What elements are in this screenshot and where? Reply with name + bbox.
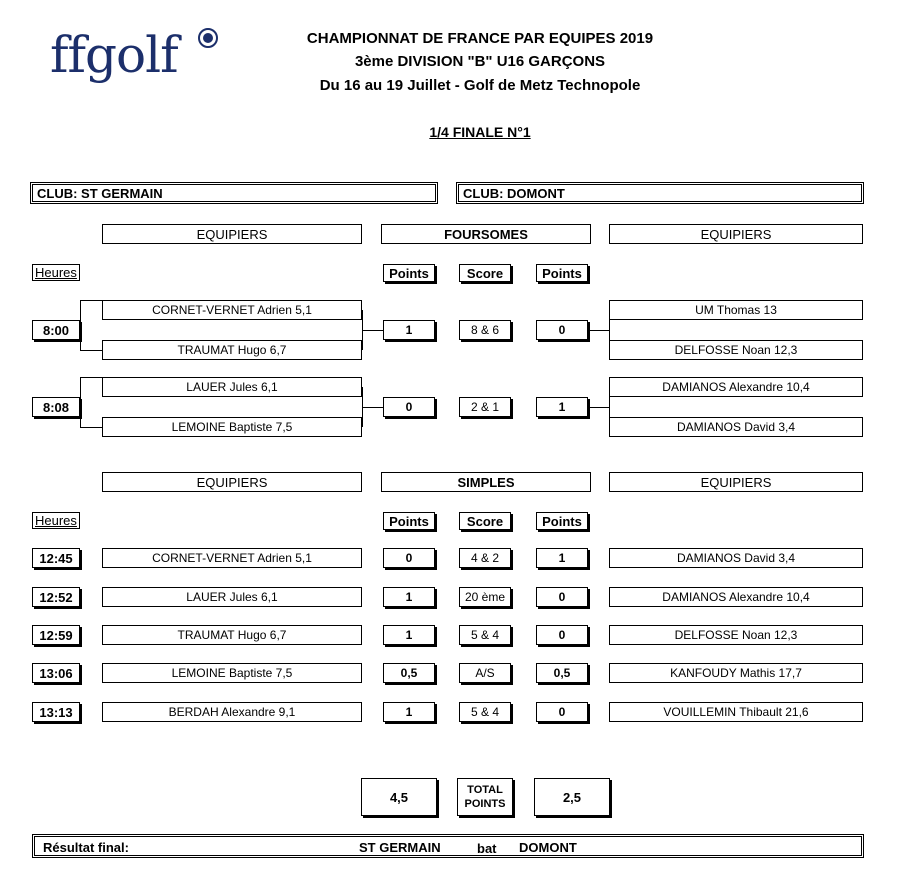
- total-points-label: [457, 778, 513, 816]
- right-points: 0: [536, 320, 588, 340]
- heures-label: Heures: [32, 264, 80, 281]
- title-line-2: 3ème DIVISION "B" U16 GARÇONS: [354, 53, 606, 70]
- match-time: 8:00: [32, 320, 80, 340]
- match-time: 13:13: [32, 702, 80, 722]
- player-right: VOUILLEMIN Thibault 21,6: [609, 702, 863, 722]
- title-line-3: Du 16 au 19 Juillet - Golf de Metz Technopole: [319, 77, 641, 94]
- player-right-1: DAMIANOS Alexandre 10,4: [609, 377, 863, 397]
- left-points: 0: [383, 548, 435, 568]
- match-score: 5 & 4: [459, 625, 511, 645]
- right-points: 0: [536, 625, 588, 645]
- heures-label: Heures: [32, 512, 80, 529]
- final-result-bar: [32, 834, 864, 858]
- match-score: 8 & 6: [459, 320, 511, 340]
- player-right: DAMIANOS Alexandre 10,4: [609, 587, 863, 607]
- right-points: 0: [536, 702, 588, 722]
- player-left-1: CORNET-VERNET Adrien 5,1: [102, 300, 362, 320]
- match-time: 12:59: [32, 625, 80, 645]
- points-right-header: Points: [536, 264, 588, 282]
- final-bat: bat: [477, 841, 497, 856]
- match-score: A/S: [459, 663, 511, 683]
- simples-header: SIMPLES: [381, 472, 591, 492]
- title-line-1: CHAMPIONNAT DE FRANCE PAR EQUIPES 2019: [306, 30, 654, 47]
- equipiers-left-header: EQUIPIERS: [102, 472, 362, 492]
- total-right: 2,5: [534, 778, 610, 816]
- player-left: CORNET-VERNET Adrien 5,1: [102, 548, 362, 568]
- left-points: 1: [383, 587, 435, 607]
- player-left: LEMOINE Baptiste 7,5: [102, 663, 362, 683]
- left-points: 1: [383, 702, 435, 722]
- equipiers-right-header: EQUIPIERS: [609, 472, 863, 492]
- round-title: 1/4 FINALE N°1: [429, 124, 531, 140]
- match-score: 2 & 1: [459, 397, 511, 417]
- equipiers-left-header: EQUIPIERS: [102, 224, 362, 244]
- player-left: LAUER Jules 6,1: [102, 587, 362, 607]
- match-score: 5 & 4: [459, 702, 511, 722]
- player-right: DELFOSSE Noan 12,3: [609, 625, 863, 645]
- total-left: 4,5: [361, 778, 437, 816]
- ffgolf-logo: ffgolf: [50, 26, 178, 84]
- player-left-2: TRAUMAT Hugo 6,7: [102, 340, 362, 360]
- player-left: TRAUMAT Hugo 6,7: [102, 625, 362, 645]
- foursomes-header: FOURSOMES: [381, 224, 591, 244]
- left-points: 1: [383, 320, 435, 340]
- final-winner: ST GERMAIN: [359, 840, 441, 855]
- player-right: KANFOUDY Mathis 17,7: [609, 663, 863, 683]
- player-left: BERDAH Alexandre 9,1: [102, 702, 362, 722]
- match-time: 12:45: [32, 548, 80, 568]
- player-right-2: DELFOSSE Noan 12,3: [609, 340, 863, 360]
- final-loser: DOMONT: [519, 840, 577, 855]
- right-points: 1: [536, 548, 588, 568]
- points-right-header: Points: [536, 512, 588, 530]
- player-left-2: LEMOINE Baptiste 7,5: [102, 417, 362, 437]
- match-time: 12:52: [32, 587, 80, 607]
- total-label-line2: POINTS: [464, 798, 506, 810]
- equipiers-right-header: EQUIPIERS: [609, 224, 863, 244]
- total-label-line1: TOTAL: [467, 784, 503, 796]
- player-right: DAMIANOS David 3,4: [609, 548, 863, 568]
- left-points: 1: [383, 625, 435, 645]
- score-header: Score: [459, 512, 511, 530]
- club-right: CLUB: DOMONT: [456, 182, 864, 204]
- right-points: 0,5: [536, 663, 588, 683]
- player-left-1: LAUER Jules 6,1: [102, 377, 362, 397]
- club-left: CLUB: ST GERMAIN: [30, 182, 438, 204]
- left-points: 0,5: [383, 663, 435, 683]
- match-score: 20 ème: [459, 587, 511, 607]
- right-points: 0: [536, 587, 588, 607]
- match-time: 13:06: [32, 663, 80, 683]
- match-time: 8:08: [32, 397, 80, 417]
- left-points: 0: [383, 397, 435, 417]
- final-label: Résultat final:: [43, 840, 129, 855]
- player-right-2: DAMIANOS David 3,4: [609, 417, 863, 437]
- score-header: Score: [459, 264, 511, 282]
- points-left-header: Points: [383, 512, 435, 530]
- points-left-header: Points: [383, 264, 435, 282]
- right-points: 1: [536, 397, 588, 417]
- match-score: 4 & 2: [459, 548, 511, 568]
- player-right-1: UM Thomas 13: [609, 300, 863, 320]
